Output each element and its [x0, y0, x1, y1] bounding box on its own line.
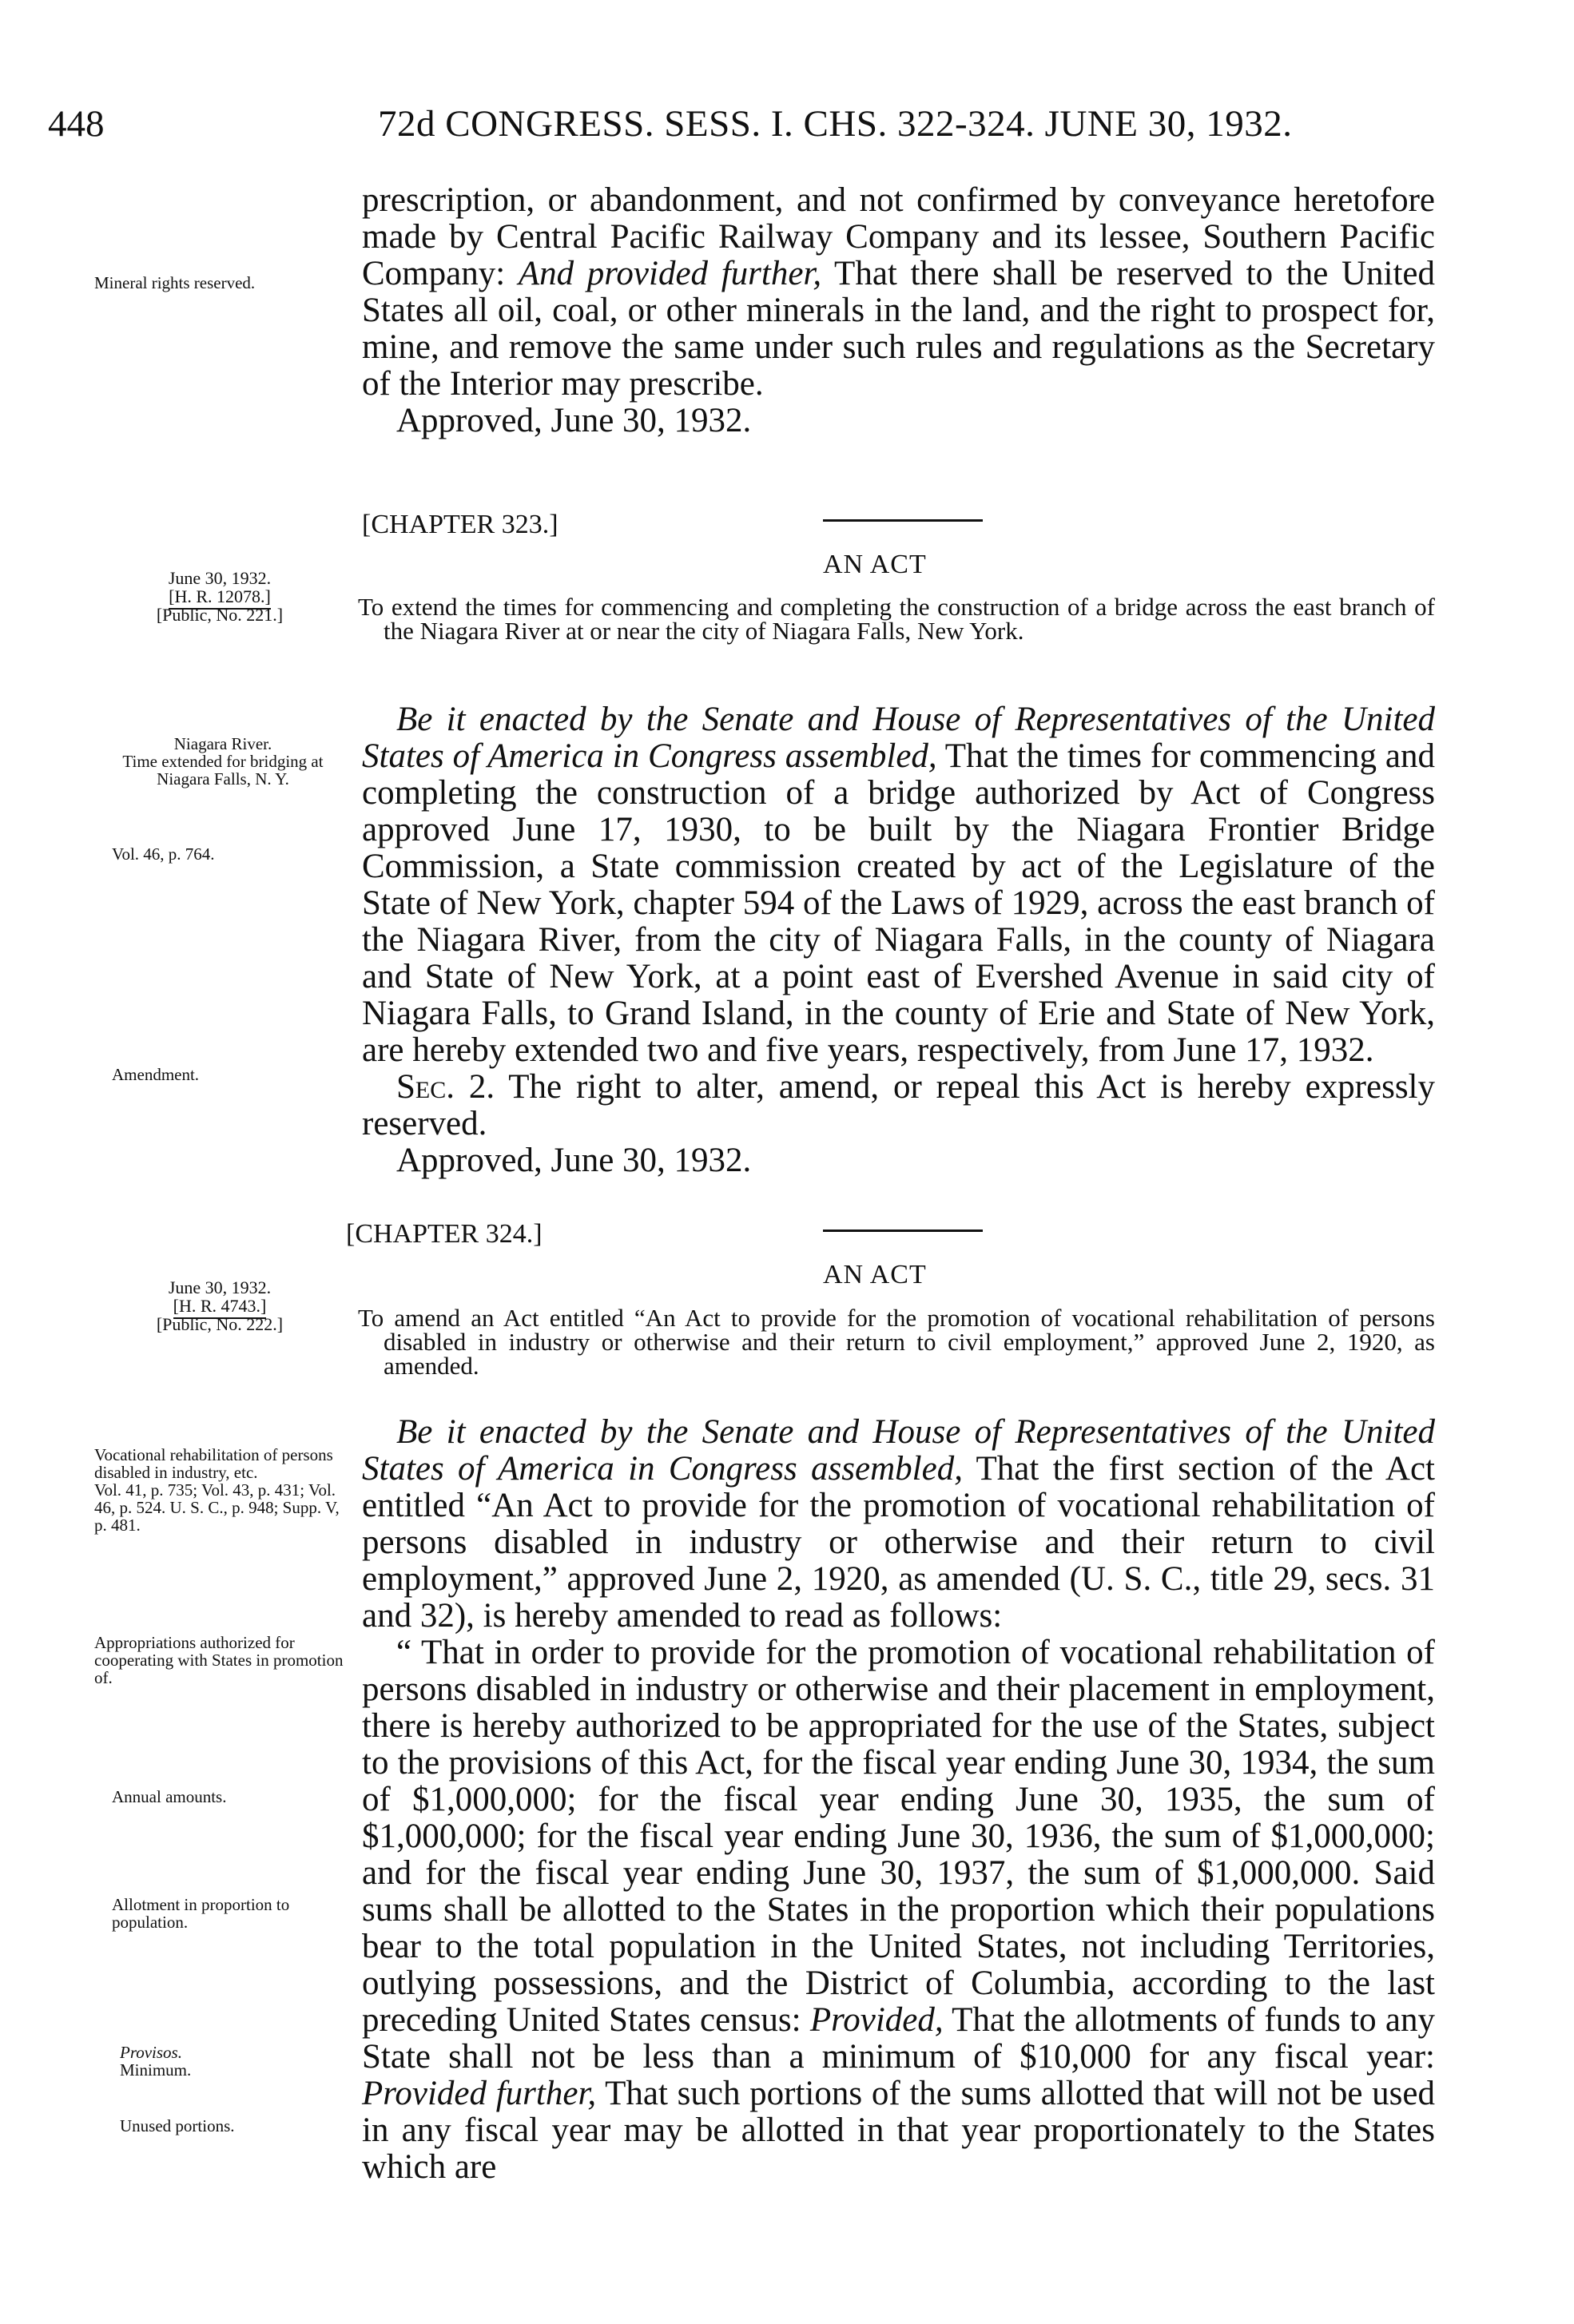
page-number: 448 — [48, 103, 105, 145]
ch323-public-number: [Public, No. 221.] — [156, 605, 284, 625]
margin-mineral-rights: Mineral rights reserved. — [94, 273, 256, 292]
ch324-quoted-section: “ That in order to provide for the promotion of vocational rehabilitation of persons disabled in industry or otherwise and their placement in employment, there is hereby authorized to be appropriated for the use of the States, subject to the provisions of this Act, for the fiscal year ending June 30, 1934, the sum of $1,000,000; for the fiscal year ending June 30, 1935, the sum of $1,000,000; for the fiscal year ending June 30, 1936, the sum of $1,000,000; and for the fiscal year ending June 30, 1937, the sum of $1,000,000. Said sums shall be allotted to the States in the proportion which their populations bear to the total population in the United States, not including Territories, outlying possessions, and the District of Columbia, according to the last preceding United States census: Provided, That the allotments of funds to any State shall not be less than a minimum of $10,000 for any fiscal year: Provided further, That such portions of the sums allotted that will not be used in any fiscal year may be allotted in that year proportionately to the States which are — [362, 1634, 1435, 2186]
ch323-enacting-clause: Be it enacted by the Senate and House of Representatives of the United States of America in Congress assembled, That the times for commencing and completing the construction of a bridge authorized by Act of Congress approved June 17, 1930, to be built by the Niagara Frontier Bridge Commission, a State commission created by act of the Legislature of the State of New York, chapter 594 of the Laws of 1929, across the east branch of the Niagara River, from the city of Niagara Falls, in the county of Niagara and State of New York, at a point east of Evershed Avenue in said city of Niagara Falls, to Grand Island, in the county of Erie and State of New York, are hereby extended two and five years, respectively, from June 17, 1932. — [362, 701, 1435, 1069]
ch324-public-number: [Public, No. 222.] — [156, 1314, 284, 1334]
ch323-bill-info — [88, 569, 352, 624]
ch322-body — [362, 182, 1435, 439]
ch323-title: To extend the times for commencing and completing the construction of a bridge across the east branch of the Niagara River at or near the city of Niagara Falls, New York. — [358, 593, 1435, 645]
ch323-section-2: Sec. 2. The right to alter, amend, or repeal this Act is hereby expressly reserved. — [362, 1068, 1435, 1142]
margin-provisos: Provisos. Minimum. — [120, 2043, 192, 2080]
ch322-paragraph: prescription, or abandonment, and not confirmed by conveyance heretofore made by Central Pacific Railway Company and its lessee, Southern Pacific Company: And provided further, That there shall be reserved to the United States all oil, coal, or other minerals in the land, and the right to prospect for, mine, and remove the same under such rules and regulations as the Secretary of the Interior may prescribe. — [362, 181, 1435, 403]
ch323-rule — [823, 519, 983, 522]
running-header — [48, 102, 1454, 158]
ch324-label: [CHAPTER 324.] — [346, 1219, 543, 1249]
ch324-an-act: AN ACT — [823, 1260, 927, 1289]
margin-allotment: Allotment in proportion to population. — [112, 1895, 290, 1932]
ch324-bill-number: [H. R. 4743.] — [173, 1296, 267, 1319]
margin-niagara: Niagara River. Time extended for bridging at Niagara Falls, N. Y. — [122, 734, 324, 789]
margin-appropriations: Appropriations authorized for cooperating with States in promotion of. — [94, 1633, 344, 1687]
running-head: 72d CONGRESS. SESS. I. CHS. 322-324. JUNE 30, 1932. — [378, 103, 1293, 145]
ch324-enacting-clause: Be it enacted by the Senate and House of Representatives of the United States of America in Congress assembled, That the first section of the Act entitled “An Act to provide for the promotion of vocational rehabilitation of persons disabled in industry or otherwise and their return to civil employment,” approved June 2, 1920, as amended (U. S. C., title 29, secs. 31 and 32), is hereby amended to read as follows: — [362, 1413, 1435, 1635]
ch324-title: To amend an Act entitled “An Act to provide for the promotion of vocational rehabilitation of persons disabled in industry or otherwise and their return to civil employment,” approved June 2, 1920, as amended. — [358, 1304, 1435, 1380]
ch324-body — [362, 1414, 1435, 2186]
ch323-bill-number: [H. R. 12078.] — [169, 586, 271, 610]
margin-vocational: Vocational rehabilitation of persons disabled in industry, etc. Vol. 41, p. 735; Vol. 43, p. 431; Vol. 46, p. 524. U. S. C., p. 948; Supp. V, p. 481. — [94, 1445, 340, 1535]
ch323-an-act: AN ACT — [823, 550, 927, 579]
margin-annual-amounts: Annual amounts. — [112, 1787, 227, 1806]
ch323-date: June 30, 1932. — [168, 568, 272, 588]
ch324-date: June 30, 1932. — [168, 1277, 272, 1297]
ch323-body — [362, 701, 1435, 1179]
margin-unused-portions: Unused portions. — [120, 2116, 235, 2135]
ch323-approved: Approved, June 30, 1932. — [396, 1142, 752, 1179]
ch324-bill-info — [88, 1278, 352, 1333]
ch324-rule — [823, 1230, 983, 1232]
margin-amendment: Amendment. — [112, 1065, 200, 1084]
margin-vol-46: Vol. 46, p. 764. — [112, 844, 215, 864]
ch322-approved: Approved, June 30, 1932. — [396, 402, 752, 439]
ch323-label: [CHAPTER 323.] — [362, 510, 558, 539]
